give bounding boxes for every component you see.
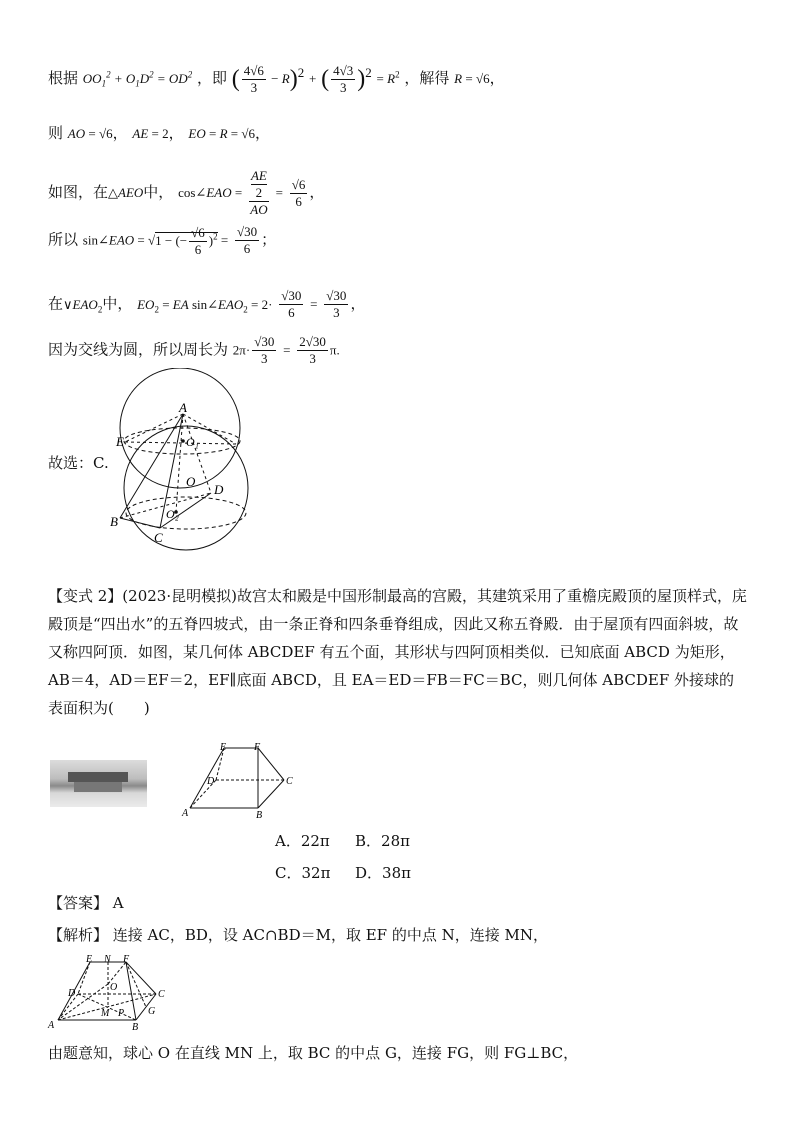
fig3-label-P: P	[118, 1008, 125, 1019]
answer-text: 【答案】 A	[48, 894, 124, 912]
sphere-figure	[108, 368, 268, 553]
fig1-label-B: B	[110, 514, 118, 529]
problem-text: 【变式 2】(2023·昆明模拟)故宫太和殿是中国形制最高的宫殿，其建筑采用了重檐庑殿顶的屋顶样式，庑殿顶是“四出水”的五脊四坡式，由一条正脊和四条垂脊组成，因此又称五脊殿．由于屋顶有四面斜坡，故又称四阿顶．如图，某几何体 ABCDEF 有五个面，其形状与四阿顶相类似．已知底面 ABCD 为矩形，AB＝4，AD＝EF＝2，EF∥底面 ABCD，且 EA＝ED＝FB＝FC＝BC，则几何体 ABCDEF 外接球的表面积为( )	[48, 587, 747, 717]
fig3-label-E: E	[86, 954, 93, 965]
fig3-label-F: F	[123, 954, 130, 965]
fig1-label-A: A	[179, 400, 187, 415]
analysis-figure	[46, 952, 176, 1032]
final-line-text: 由题意知，球心 O 在直线 MN 上，取 BC 的中点 G，连接 FG，则 FG⊥BC，	[48, 1044, 579, 1062]
fig2-label-E: E	[220, 742, 227, 753]
fig3-label-O: O	[110, 982, 118, 993]
fig3-label-M: M	[101, 1008, 110, 1019]
fig3-label-N: N	[104, 954, 111, 965]
fig1-label-E: E	[116, 434, 124, 449]
fig3-label-D: D	[68, 988, 76, 999]
option-d[interactable]: D．38π	[355, 864, 411, 882]
fig2-label-B: B	[256, 810, 263, 821]
analysis-text: 【解析】 连接 AC，BD，设 AC∩BD＝M，取 EF 的中点 N，连接 MN，	[48, 926, 548, 944]
palace-photo	[50, 760, 147, 807]
math-line-3: 如图，在△AEO中， cos∠EAO = AE 2 AO = $\frac{√6}{6}$ ，	[48, 168, 325, 217]
option-a[interactable]: A．22π	[275, 832, 330, 850]
fig1-label-C: C	[154, 530, 163, 545]
fig1-label-O: O	[186, 474, 196, 489]
math-line-6: 因为交线为圆，所以周长为 2π· $\frac{√30}{3}$ = $\frac{2√30}{3}$ π.	[48, 334, 340, 366]
fig3-label-B: B	[132, 1022, 139, 1032]
fig2-label-F: F	[254, 742, 261, 753]
fig3-label-G: G	[148, 1006, 156, 1017]
fig3-label-C: C	[158, 989, 165, 1000]
math-line-5: 在$\vee EAO_2$中， $EO_2$ = EA $\sin\angle EAO_2 = 2\cdot$ $\frac{√30}{6}$ = $\frac{√30}{3}$ ，	[48, 288, 366, 320]
fig3-label-A: A	[48, 1020, 55, 1031]
polyhedron-figure	[180, 742, 300, 822]
conclusion-text: 故选：C.	[48, 454, 109, 472]
math-line-2: 则 AO = √6， AE = 2， EO = R = √6，	[48, 124, 271, 142]
fig2-label-C: C	[286, 776, 293, 787]
fig1-label-O1: O₁	[186, 435, 199, 449]
fig2-label-D: D	[207, 776, 215, 787]
math-line-4: 所以 sin∠EAO = √1 − (− $\frac{√6}{6}$ )$^2$ = $\frac{√30}{6}$ ；	[48, 224, 277, 258]
fig1-label-O2: O₂	[166, 507, 179, 521]
fig2-label-A: A	[182, 808, 189, 819]
option-c[interactable]: C．32π	[275, 864, 331, 882]
option-b[interactable]: B．28π	[355, 832, 410, 850]
fig1-label-D: D	[214, 482, 224, 497]
math-line-1: 根据 $OO_1^2 + O_1D^2 = OD^2$ ，即 ( $\frac{4√6}{3}$ − R)$^2$ + ( $\frac{4√3}{3}$ )$^2 = R^2$ ，解得 R = √6，	[48, 62, 505, 95]
